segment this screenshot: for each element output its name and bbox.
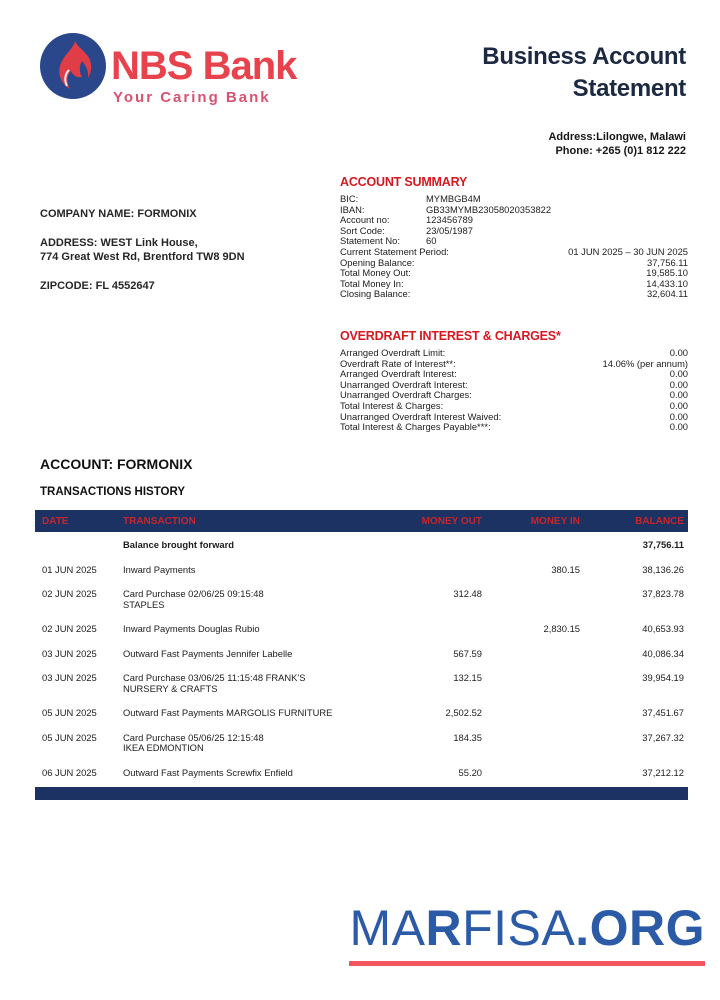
overdraft-value: 0.00 [669, 421, 688, 433]
cell-money-in: 380.15 [551, 563, 580, 575]
summary-total-row [340, 289, 688, 300]
cell-money-in: 2,830.15 [543, 623, 580, 634]
table-row [35, 700, 688, 725]
summary-value: 60 [426, 235, 437, 247]
document-title-line2: Statement [572, 75, 686, 102]
site-wordmark-segment: R [425, 900, 463, 956]
cell-transaction [123, 673, 372, 694]
cell-transaction [123, 708, 372, 719]
transactions-table [35, 510, 688, 800]
transaction-line1: Balance brought forward [123, 539, 234, 550]
cell-transaction [123, 624, 372, 635]
overdraft-value: 0.00 [669, 410, 688, 422]
cell-balance: 37,823.78 [642, 588, 684, 599]
summary-label: IBAN: [340, 203, 365, 215]
cell-money-in [482, 540, 580, 551]
summary-total-label: Total Money Out: [340, 267, 411, 279]
summary-label: Statement No: [340, 235, 400, 247]
cell-balance: 37,451.67 [642, 707, 684, 718]
overdraft-value: 0.00 [669, 368, 688, 380]
overdraft-value: 0.00 [669, 399, 688, 411]
summary-label: Sort Code: [340, 224, 385, 236]
cell-date: 03 JUN 2025 [42, 672, 97, 683]
overdraft-value: 14.06% (per annum) [602, 357, 688, 369]
company-address-line1: ADDRESS: WEST Link House, [40, 237, 198, 249]
cell-money-out: 567.59 [453, 647, 482, 659]
cell-money-in [482, 589, 580, 610]
overdraft-label: Overdraft Rate of Interest**: [340, 357, 456, 369]
cell-transaction [123, 565, 372, 576]
company-address-line2: 774 Great West Rd, Brentford TW8 9DN [40, 251, 245, 263]
site-wordmark [349, 900, 705, 966]
overdraft-label: Unarranged Overdraft Interest Waived: [340, 410, 502, 422]
cell-date: 02 JUN 2025 [42, 588, 97, 599]
cell-money-in [482, 649, 580, 660]
overdraft-section [340, 329, 688, 433]
table-row [35, 532, 688, 557]
table-header-row [35, 510, 688, 532]
company-zipcode: ZIPCODE: FL 4552647 [40, 280, 155, 292]
document-title [482, 41, 686, 105]
cell-transaction [123, 649, 372, 660]
cell-transaction [123, 768, 372, 779]
account-summary-details [340, 194, 688, 247]
summary-row [340, 205, 688, 216]
document-title-line1: Business Account [482, 43, 686, 70]
cell-date: 02 JUN 2025 [42, 623, 97, 634]
summary-row [340, 215, 688, 226]
transaction-line1: Outward Fast Payments Jennifer Labelle [123, 647, 293, 659]
overdraft-row [340, 422, 688, 433]
cell-money-out [372, 540, 482, 551]
column-header-balance: BALANCE [635, 515, 684, 527]
summary-total-value: 19,585.10 [646, 267, 688, 279]
table-row [35, 557, 688, 582]
cell-money-in [482, 673, 580, 694]
cell-money-out: 132.15 [453, 672, 482, 683]
bank-address: Address:Lilongwe, Malawi [548, 131, 686, 143]
cell-balance: 37,267.32 [642, 731, 684, 743]
bank-logo-text [111, 33, 296, 106]
table-row [35, 725, 688, 760]
cell-balance: 37,756.11 [642, 539, 684, 550]
overdraft-value: 0.00 [669, 347, 688, 358]
cell-balance: 37,212.12 [642, 766, 684, 778]
overdraft-value: 0.00 [669, 378, 688, 390]
transaction-line1: Outward Fast Payments Screwfix Enfield [123, 766, 293, 778]
overdraft-label: Total Interest & Charges: [340, 399, 444, 411]
summary-total-label: Current Statement Period: [340, 245, 449, 257]
overdraft-label: Unarranged Overdraft Charges: [340, 389, 472, 401]
table-row [35, 616, 688, 641]
summary-label: Account no: [340, 214, 390, 226]
table-row [35, 581, 688, 616]
cell-balance: 38,136.26 [642, 563, 684, 575]
overdraft-row [340, 401, 688, 412]
cell-date: 05 JUN 2025 [42, 731, 97, 743]
cell-money-out: 55.20 [458, 766, 482, 778]
summary-label: BIC: [340, 193, 359, 204]
overdraft-value: 0.00 [669, 389, 688, 401]
cell-date: 05 JUN 2025 [42, 707, 97, 718]
flame-icon [40, 33, 106, 99]
cell-date: 01 JUN 2025 [42, 563, 97, 575]
cell-transaction [123, 540, 372, 551]
bank-phone: Phone: +265 (0)1 812 222 [555, 145, 686, 157]
cell-money-in [482, 708, 580, 719]
cell-money-out: 312.48 [453, 588, 482, 599]
summary-value: MYMBGB4M [426, 193, 481, 204]
summary-row [340, 194, 688, 205]
account-summary-title: ACCOUNT SUMMARY [340, 175, 468, 189]
overdraft-label: Arranged Overdraft Interest: [340, 368, 457, 380]
transaction-line1: Card Purchase 03/06/25 11:15:48 FRANK'S [123, 672, 306, 683]
cell-date: 06 JUN 2025 [42, 766, 97, 778]
overdraft-row [340, 348, 688, 359]
summary-value: 123456789 [426, 214, 473, 226]
transaction-line1: Card Purchase 02/06/25 09:15:48 [123, 588, 264, 599]
overdraft-label: Unarranged Overdraft Interest: [340, 378, 468, 390]
transaction-line1: Inward Payments [123, 563, 196, 575]
table-footer-bar [35, 787, 688, 800]
account-summary-totals [340, 247, 688, 300]
transaction-line2: STAPLES [123, 598, 165, 610]
transaction-line1: Card Purchase 05/06/25 12:15:48 [123, 731, 264, 743]
overdraft-title: OVERDRAFT INTEREST & CHARGES* [340, 329, 561, 343]
table-row [35, 641, 688, 666]
column-header-money-in: MONEY IN [530, 515, 580, 527]
account-heading: ACCOUNT: FORMONIX [40, 456, 193, 472]
site-wordmark-segment: MA [349, 900, 426, 956]
cell-date [35, 540, 123, 551]
bank-tagline: Your Caring Bank [113, 89, 271, 106]
summary-total-value: 01 JUN 2025 – 30 JUN 2025 [568, 245, 688, 257]
table-row [35, 760, 688, 785]
column-header-transaction: TRANSACTION [123, 515, 196, 527]
column-header-money-out: MONEY OUT [421, 515, 482, 527]
cell-money-out: 2,502.52 [445, 707, 482, 718]
bank-name: NBS Bank [111, 44, 297, 88]
overdraft-label: Arranged Overdraft Limit: [340, 347, 446, 358]
summary-total-label: Total Money In: [340, 277, 404, 289]
cell-transaction [123, 733, 372, 754]
summary-value: GB33MYMB23058020353822 [426, 203, 552, 215]
overdraft-rows [340, 348, 688, 433]
cell-balance: 40,653.93 [642, 623, 684, 634]
cell-balance: 40,086.34 [642, 647, 684, 659]
company-details [40, 207, 245, 293]
summary-total-row [340, 247, 688, 258]
column-header-date: DATE [42, 515, 69, 527]
transaction-line1: Inward Payments Douglas Rubio [123, 623, 260, 634]
table-row [35, 665, 688, 700]
site-wordmark-segment: .ORG [575, 900, 705, 956]
cell-money-out [372, 624, 482, 635]
cell-balance: 39,954.19 [642, 672, 684, 683]
cell-date: 03 JUN 2025 [42, 647, 97, 659]
account-summary-section [340, 175, 688, 300]
bank-logo [40, 33, 296, 106]
summary-total-value: 32,604.11 [646, 288, 688, 300]
cell-money-out: 184.35 [453, 731, 482, 743]
transactions-heading: TRANSACTIONS HISTORY [40, 486, 186, 498]
cell-money-out [372, 565, 482, 576]
company-name: COMPANY NAME: FORMONIX [40, 208, 197, 220]
summary-total-value: 37,756.11 [646, 256, 688, 268]
cell-money-in [482, 768, 580, 779]
summary-total-label: Opening Balance: [340, 256, 415, 268]
transaction-line2: IKEA EDMONTION [123, 742, 204, 753]
overdraft-label: Total Interest & Charges Payable***: [340, 421, 491, 433]
transaction-line1: Outward Fast Payments MARGOLIS FURNITURE [123, 707, 333, 718]
cell-transaction [123, 589, 372, 610]
cell-money-in [482, 733, 580, 754]
summary-total-value: 14,433.10 [646, 277, 688, 289]
summary-value: 23/05/1987 [426, 224, 473, 236]
bank-contact [548, 130, 686, 158]
table-body [35, 532, 688, 784]
summary-total-label: Closing Balance: [340, 288, 411, 300]
site-wordmark-segment: FISA [462, 900, 576, 956]
transaction-line2: NURSERY & CRAFTS [123, 682, 218, 694]
